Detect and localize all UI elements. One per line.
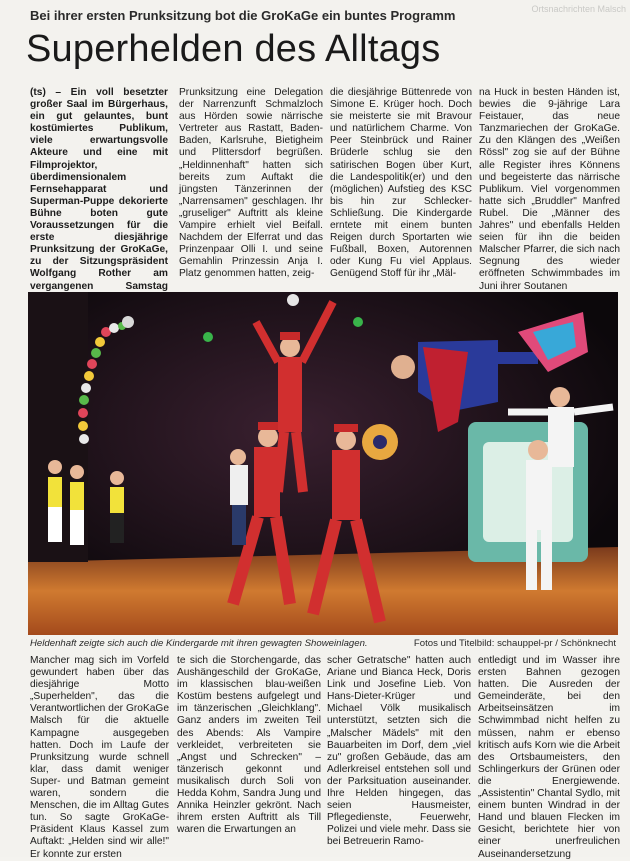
article-bottom-column-4 [478,655,620,860]
bleed-through-header: Ortsnachrichten Malsch [531,4,626,14]
bottom-column-1-text: Mancher mag sich im Vorfeld gewundert haben über das diesjährige Motto „Superhelden", das die Verantwortlichen der GroKaGe Malsch für die aktuelle Kampagne ausgegeben hatten. Doch im Laufe der Prunksitzung wurde schnell klar, dass damit weniger Super- und Batman gemeint waren, sondern die Menschen, die im Alltag Gutes tun. So sagte GroKaGe-Präsident Klaus Kassel zum Auftakt: „Helden sind wir alle!" Er konnte zur ersten [30,655,169,860]
bottom-column-3-text: scher Getratsche" hatten auch Ariane und Bianca Heck, Doris Link und Josefine Lieb. Von Hans-Dieter-Krüger und Michael Völk musikalisch unterstützt, setzten sich die „Malscher Mädels" mit den Bauarbeiten im Dorf, dem „viel zu" großen Gebäude, das am Adlerkreisel entstehen soll und der Parksituation auseinander. Ihre Helden hingegen, das seien Hausmeister, Pflegedienste, Feuerwehr, Polizei und viele mehr. Dass sie bei Betreuerin Ramo- [327,655,471,848]
article-lead: (ts) – Ein voll besetzter großer Saal im Bürgerhaus, ein gut gelauntes, bunt kostümiertes Publikum, viele erwartungsvolle Akteure und eine mit Filmprojektor, überdimensionalem Fernsehapparat und Superman-Puppe dekorierte Bühne boten gute Voraussetzungen für die erste diesjährige Prunksitzung der GroKaGe, zu der Sitzungspräsident Wolfgang Rother am vergangenen Samstag [30,87,168,292]
article-column-3 [330,87,472,287]
column-2-text: Prunksitzung eine Delegation der Narrenzunft Schmalzloch aus Hörden sowie närrische Vertreter aus Rastatt, Baden-Baden, Karlsruhe, Bietigheim und Plittersdorf begrüßen. „Heldinnenhaft" hatten sich bereits zum Auftakt die jüngsten Tänzerinnen der „Narrensamen" geschlagen. Ihr „gruseliger" Auftritt als kleine Vampire erhielt viel Beifall. Nachdem der Elferrat und das Prinzenpaar Olli I. und seine Gemahlin Prinzessin Anja I. Platz genommen hatten, zeig- [179,87,323,280]
photo-caption: Heldenhaft zeigte sich auch die Kindergarde mit ihren gewagten Showeinlagen. [30,638,368,649]
bottom-column-2-text: te sich die Storchengarde, das Aushängeschild der GroKaGe, im klassischen blau-weißen Kostüm bestens aufgelegt und im tänzerischen „Gleichklang". Ganz anders im zweiten Teil des Abends: Als Vampire verkleidet, verbreiteten sie „Angst und Schrecken" – tänzerisch gekonnt und musikalisch durch Soli von Hedda Kohm, Sandra Jung und Annika Heinzler gekrönt. Nach ihrem ersten Auftritt als Till waren die Erwartungen an [177,655,321,836]
article-column-1 [30,87,168,292]
column-4-text: na Huck in besten Händen ist, bewies die 9-jährige Lara Feistauer, das neue Tanzmariechen der GroKaGe. Zu den Klängen des „Weißen Rössl" zog sie auf der Bühne alle Register ihres Könnens und begeisterte das närrische Publikum. Viel vorgenommen hatte sich „Bruddler" Manfred Rubel. Die „Männer des Jahres" und ebenfalls Helden seien für ihn die beiden Malscher Pfarrer, die sich nach Segnung des wieder eröffneten Schwimmbades im Juni ihrer Soutanen [479,87,620,292]
article-column-2 [179,87,323,287]
column-3-text: die diesjährige Büttenrede von Simone E. Krüger hoch. Doch sie meisterte sie mit Bravour und natürlichem Charme. Von Peer Steinbrück und Rainer Brüderle schlug sie den satirischen Bogen über Kurt, die Landespolitik(er) und den (möglichen) Aufstieg des KSC bis hin zur Schlecker-Schließung. Die Kindergarde erntete mit einem bunten Reigen durch Sportarten wie Fußball, Boxen, Autorennen oder Kung Fu viel Applaus. Genügend Stoff für ihr „Mäl- [330,87,472,280]
photo-credit: Fotos und Titelbild: schauppel-pr / Schönknecht [413,638,616,649]
bottom-column-4-text: entledigt und im Wasser ihre ersten Bahnen gezogen hatten. Die Ausreden der Gemeinderäte, bei den Arbeitseinsätzen im Schwimmbad nicht helfen zu müssen, nahm er ebenso kritisch aufs Korn wie die Arbeit des Ortsbaumeisters, den Schlingerkurs der Grünen oder die Energiewende. „Assistentin" Chantal Sydlo, mit einem bunten Windrad in der Hand und blauen Flecken im Gesicht, berichtete hier von einer unerfreulichen Auseinandersetzung [478,655,620,860]
article-column-4 [479,87,620,292]
article-kicker: Bei ihrer ersten Prunksitzung bot die GroKaGe ein buntes Programm [30,8,456,23]
article-headline: Superhelden des Alltags [26,28,441,70]
stage-photo [28,292,618,635]
article-bottom-column-2 [177,655,321,855]
article-bottom-column-1 [30,655,169,860]
article-bottom-column-3 [327,655,471,855]
